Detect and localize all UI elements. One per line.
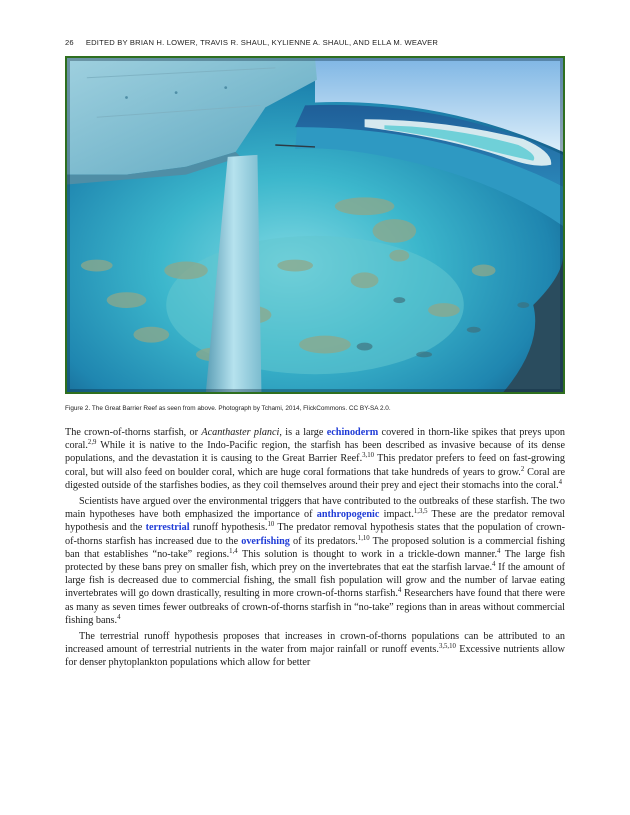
text-run: The terrestrial runoff hypothesis proposes that increases in crown-of-thorns populations can be attributed to an increased amount of terrestrial nutrients in the water from major rainfall or runoff events. <box>65 631 565 656</box>
text-run: , is a large <box>279 427 327 438</box>
citation: 1,3,5 <box>413 508 428 516</box>
reef-aerial-photo <box>67 58 563 392</box>
citation: 4 <box>117 613 121 621</box>
citation: 4 <box>558 478 563 486</box>
citation: 2 <box>520 465 525 473</box>
citation: 1,4 <box>229 547 238 555</box>
text-run: runoff hypothesis. <box>189 522 268 534</box>
running-header <box>65 38 565 47</box>
text-run: covered in thorn-like spikes that preys upon coral. <box>65 427 566 452</box>
keyword-echinoderm[interactable]: echinoderm <box>326 427 379 438</box>
text-run: Researchers have found that there were as many as seven times fewer outbreaks of crown-of-thorns starfish in “no-take” regions than in areas without commercial fishing bans. <box>65 588 566 626</box>
keyword-anthropogenic[interactable]: anthropogenic <box>316 509 380 521</box>
paragraph-1 <box>65 426 565 492</box>
keyword-terrestrial[interactable]: terrestrial <box>145 522 190 534</box>
paragraph-2 <box>65 495 565 627</box>
page-number: 26 <box>65 38 74 47</box>
figure-caption: Figure 2. The Great Barrier Reef as seen from above. Photograph by Tchami, 2014, FlickCommons. CC BY-SA 2.0. <box>65 405 391 412</box>
text-run: The predator removal hypothesis states that the population of crown-of-thorns starfish has increased due to the <box>65 522 565 547</box>
citation: 4 <box>397 587 402 595</box>
text-run: Scientists have argued over the environmental triggers that have contributed to the outbreaks of these starfish. The two main hypotheses have both emphasized the importance of <box>65 496 565 521</box>
running-title: EDITED BY BRIAN H. LOWER, TRAVIS R. SHAUL, KYLIENNE A. SHAUL, AND ELLA M. WEAVER <box>85 38 439 47</box>
text-run: This predator prefers to feed on fast-growing coral, but will also feed on boulder coral, which are huge coral formations that take hundreds of years to grow. <box>65 453 565 478</box>
citation: 4 <box>492 561 496 569</box>
species-name: Acanthaster planci <box>201 427 280 438</box>
text-run: impact. <box>379 509 414 521</box>
citation: 1,10 <box>357 534 370 542</box>
text-run: Excessive nutrients allow for denser phytoplankton populations which allow for better <box>65 644 565 669</box>
citation: 2,9 <box>87 439 97 447</box>
text-run: The proposed solution is a commercial fishing ban that establishes “no-take” regions. <box>65 535 565 560</box>
text-run: of its predators. <box>289 535 358 547</box>
text-run: Coral are digested outside of the starfishes bodies, as they coil themselves around their prey and eject their stomachs into the coral. <box>65 466 565 491</box>
citation: 3,10 <box>362 452 375 460</box>
paragraph-3 <box>65 630 565 670</box>
figure-photo <box>65 56 565 394</box>
text-run: These are the predator removal hypothesis and the <box>65 509 566 534</box>
citation: 10 <box>267 521 275 529</box>
text-run: While it is native to the Indo-Pacific region, the starfish has been described as invasive because of its dense populations, and the devastation it is causing to the Great Barrier Reef. <box>65 440 565 465</box>
citation: 4 <box>497 547 501 555</box>
citation: 3,5,10 <box>438 643 456 651</box>
keyword-overfishing[interactable]: overfishing <box>241 535 290 547</box>
article-body <box>65 426 565 673</box>
text-run: If the amount of large fish is decreased due to commercial fishing, the small fish population will grow and the number of larvae eating invertebrates will go down drastically, resulting in more crown-of-thorns starfish. <box>65 562 565 600</box>
text-run: This solution is thought to work in a trickle-down manner. <box>237 548 498 560</box>
text-run: The crown-of-thorns starfish, or <box>65 427 202 438</box>
text-run: The large fish protected by these bans prey on smaller fish, which prey on the invertebrates that eat the starfish larvae. <box>65 548 565 574</box>
